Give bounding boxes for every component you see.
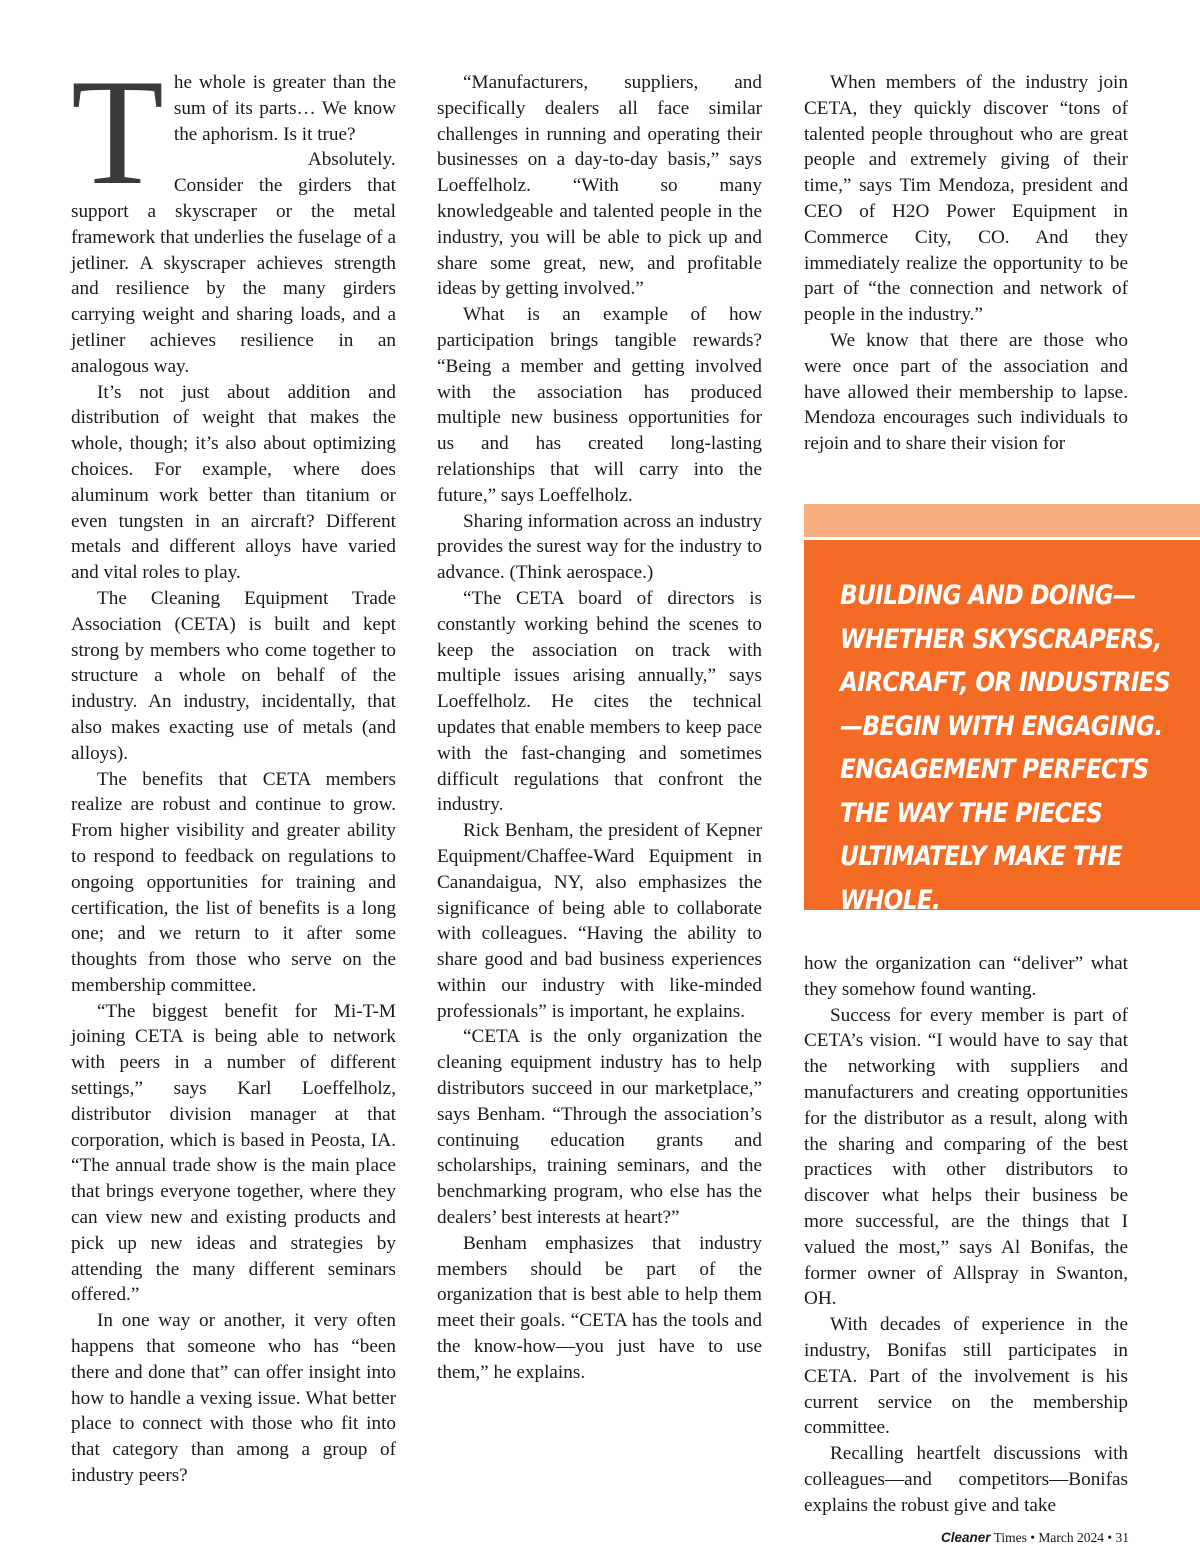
- article-paragraph: how the organization can “deliver” what they somehow found wanting.: [804, 953, 1128, 1000]
- article-column-3-bottom: [804, 951, 1128, 1519]
- drop-cap: T: [71, 48, 164, 216]
- article-paragraph: With decades of experience in the industry, Bonifas still participates in CETA. Part of the involvement is his current service on the membership committee.: [804, 1314, 1128, 1439]
- article-paragraph: What is an example of how participation brings tangible rewards? “Being a member and getting involved with the association has produced multiple new business opportunities for us and has created long-lasting relationships that will carry into the future,” says Loeffelholz.: [437, 304, 762, 506]
- article-column-3-top: [804, 70, 1128, 457]
- pullquote-accent-band: [804, 504, 1200, 537]
- page-footer: [941, 1530, 1129, 1546]
- article-paragraph: It’s not just about addition and distribution of weight that makes the whole, though; it’s also about optimizing choices. For example, where does aluminum work better than titanium or even tungsten in an aircraft? Different metals and different alloys have varied and vital roles to play.: [71, 381, 396, 584]
- article-paragraph: Sharing information across an industry provides the surest way for the industry to advance. (Think aerospace.): [437, 510, 762, 584]
- footer-issue-info: Times • March 2024 • 31: [990, 1530, 1129, 1545]
- article-paragraph: When members of the industry join CETA, they quickly discover “tons of talented people throughout who are great people and extremely giving of their time,” says Tim Mendoza, president and CEO of H2O Power Equipment in Commerce City, CO. And they immediately realize the opportunity to be part of “the connection and network of people in the industry.”: [804, 72, 1128, 326]
- article-paragraph: Rick Benham, the president of Kepner Equipment/Chaffee-Ward Equipment in Canandaigua, NY, also emphasizes the significance of being able to collaborate with colleagues. “Having the ability to share good and bad business experiences within our industry with like-minded professionals” is important, he explains.: [437, 820, 762, 1022]
- article-paragraph: Benham emphasizes that industry members should be part of the organization that is best able to help them meet their goals. “CETA has the tools and the know-how—you just have to use them,” he explains.: [437, 1232, 762, 1383]
- article-paragraph: “Manufacturers, suppliers, and specifically dealers all face similar challenges in running and operating their businesses on a day-to-day basis,” says Loeffelholz. “With so many knowledgeable and talented people in the industry, you will be able to pick up and share some great, new, and profitable ideas by getting involved.”: [437, 72, 762, 300]
- intro-text: he whole is greater than the sum of its parts… We know the aphorism. Is it true?: [173, 72, 396, 145]
- article-paragraph: “CETA is the only organization the cleaning equipment industry has to help distributors succeed in our marketplace,” says Benham. “Through the association’s continuing education grants and scholarships, training seminars, and the benchmarking program, who else has the dealers’ best interests at heart?”: [437, 1026, 762, 1229]
- article-paragraph: Success for every member is part of CETA’s vision. “I would have to say that the networking with suppliers and manufacturers and creating opportunities for the distributor as a result, along with the sharing and comparing of the best practices with other distributors to discover what helps their business be more successful, are the things that I valued the most,” says Al Bonifas, the former owner of Allspray in Swanton, OH.: [804, 1004, 1128, 1310]
- article-paragraph: The benefits that CETA members realize are robust and continue to grow. From higher visibility and greater ability to respond to feedback on regulations to ongoing opportunities for training and certification, the list of benefits is a long one; and we return to it after some thoughts from those who serve on the membership committee.: [71, 768, 396, 996]
- magazine-brand: Cleaner: [941, 1530, 991, 1545]
- article-paragraph-intro: [71, 48, 396, 216]
- article-paragraph: The Cleaning Equipment Trade Association (CETA) is built and kept strong by members who come together to structure a whole on behalf of the industry. An industry, incidentally, that also makes exacting use of metals (and alloys).: [71, 587, 396, 764]
- article-paragraph: Recalling heartfelt discussions with colleagues—and competitors—Bonifas explains the robust give and take: [804, 1443, 1128, 1516]
- article-paragraph: In one way or another, it very often happens that someone who has “been there and done that” can offer insight into how to handle a vexing issue. What better place to connect with those who fit into that category than among a group of industry peers?: [71, 1310, 396, 1487]
- article-paragraph: “The biggest benefit for Mi-T-M joining CETA is being able to network with peers in a number of different settings,” says Karl Loeffelholz, distributor division manager at that corporation, which is based in Peosta, IA. “The annual trade show is the main place that brings everyone together, where they can view new and existing products and pick up new ideas and strategies by attending the many different seminars offered.”: [71, 1000, 396, 1306]
- article-paragraph: Absolutely. Consider the girders that support a skyscraper or the metal framework that underlies the fuselage of a jetliner. A skyscraper achieves strength and resilience by the many girders carrying weight and sharing loads, and a jetliner achieves resilience in an analogous way.: [71, 149, 396, 377]
- pullquote-box: [804, 540, 1200, 916]
- article-column-2: [437, 70, 762, 1386]
- article-paragraph: We know that there are those who were once part of the association and have allowed their membership to lapse. Mendoza encourages such individuals to rejoin and to share their vision for: [804, 329, 1128, 455]
- article-column-1: [71, 48, 396, 1489]
- pullquote-text: BUILDING AND DOING—WHETHER SKYSCRAPERS, AIRCRAFT, OR INDUSTRIES—BEGIN WITH ENGAGING. ENGAGEMENT PERFECTS THE WAY THE PIECES ULTIMATELY MAKE THE WHOLE.: [840, 580, 1171, 916]
- article-paragraph: “The CETA board of directors is constantly working behind the scenes to keep the association on track with multiple issues arising annually,” says Loeffelholz. He cites the technical updates that enable members to keep pace with the fast-changing and sometimes difficult regulations that confront the industry.: [437, 587, 762, 816]
